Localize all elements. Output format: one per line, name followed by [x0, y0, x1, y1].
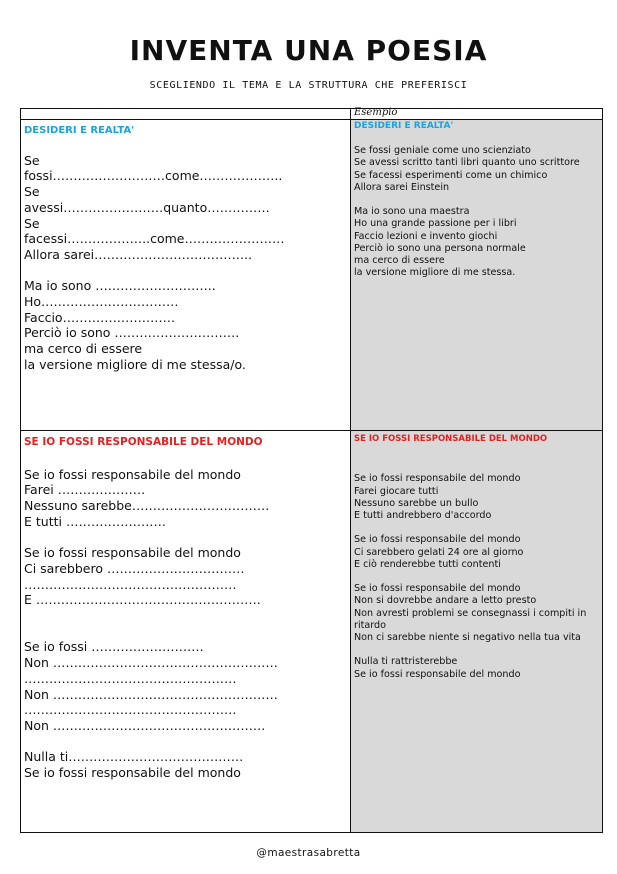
section2-template-line: Farei …………………	[24, 482, 146, 498]
section2-template-line: Non ………………………………………………	[24, 655, 278, 671]
section1-template	[24, 137, 348, 373]
section2-example-heading: SE IO FOSSI RESPONSABILE DEL MONDO	[354, 434, 548, 444]
section1-template-line	[24, 263, 348, 279]
section2-template-line: E tutti ……………………	[24, 513, 166, 529]
section1-template-line: Ho……………………………	[24, 294, 179, 310]
section2-template-line: ……………………………………………	[24, 576, 237, 592]
section1-template-line: Ma io sono ………………………..	[24, 278, 216, 294]
section2-template-line: Nessuno sarebbe……………………………	[24, 498, 270, 514]
section2-template-line: Ci sarebbero ……………………………	[24, 560, 245, 576]
section1-example-heading: DESIDERI E REALTA'	[354, 121, 454, 131]
section1-template-line: Faccio………………………	[24, 309, 176, 325]
page-subtitle: SCEGLIENDO IL TEMA E LA STRUTTURA CHE PREFERISCI	[149, 80, 468, 91]
section1-template-line: fossi………………………come………………..	[24, 168, 283, 184]
page-title: INVENTA UNA POESIA	[129, 34, 488, 67]
section2-template-line: E ………………………………………………	[24, 592, 261, 608]
section2-template-line: Se io fossi responsabile del mondo	[24, 466, 241, 482]
section2-heading: SE IO FOSSI RESPONSABILE DEL MONDO	[24, 436, 263, 448]
section2-template-line	[24, 734, 348, 750]
section2-template-line	[24, 624, 348, 640]
section1-template-line: avessi……………………quanto……………	[24, 199, 270, 215]
section1-template-line: facessi………………..come……………………	[24, 231, 285, 247]
section2-template-line: ……………………………………………	[24, 702, 237, 718]
section2-template-line: ……………………………………………	[24, 670, 237, 686]
section2-template-line: Non ………………………………………………	[24, 686, 278, 702]
section1-template-line: Perciò io sono …………………………	[24, 325, 240, 341]
section2-template-line: Se io fossi ………………………	[24, 639, 204, 655]
section2-template-line: Nulla ti……………………………………	[24, 749, 244, 765]
section2-template-line: Se io fossi responsabile del mondo	[24, 545, 241, 561]
section1-template-line: la versione migliore di me stessa/o.	[24, 356, 246, 372]
section2-template	[24, 451, 348, 781]
section1-template-line: ma cerco di essere	[24, 341, 143, 357]
section2-template-line	[24, 530, 348, 546]
section1-template-line: Se	[24, 215, 40, 231]
header-row-divider	[21, 119, 602, 120]
section2-template-line: Se io fossi responsabile del mondo	[24, 765, 241, 781]
section1-template-line	[24, 137, 348, 153]
section2-template-line	[24, 451, 348, 467]
section1-template-line: Se	[24, 152, 40, 168]
section2-template-line	[24, 608, 348, 624]
section2-template-line: Non ……………………………………………	[24, 717, 266, 733]
worksheet-table	[20, 108, 603, 833]
footer-handle: @maestrasabretta	[256, 847, 361, 859]
section2-example-text: Se io fossi responsabile del mondo Farei giocare tutti Nessuno sarebbe un bullo E tutti andrebbero d'accordo Se io fossi responsabile del mondo Ci sarebbero gelati 24 ore al giorno E ciò renderebbe tutti contenti Se io fossi responsabile del mondo Non si dovrebbe andare a letto presto Non avresti problemi se consegnassi i compiti in ritardo Non ci sarebbe niente si negativo nella tua vita Nulla ti rattristerebbe Se io fossi responsabile del mondo	[354, 473, 587, 680]
section1-heading: DESIDERI E REALTA'	[24, 125, 135, 136]
section-divider	[21, 430, 602, 431]
example-column-label: Esempio	[354, 107, 398, 118]
section1-example-text: Se fossi geniale come uno scienziato Se avessi scritto tanti libri quanto uno scrittore Se facessi esperimenti come un chimico Allora sarei Einstein Ma io sono una maestra Ho una grande passione per i libri Faccio lezioni e invento giochi Perciò io sono una persona normale ma cerco di essere la versione migliore di me stessa.	[354, 145, 580, 279]
section1-template-line: Se	[24, 184, 40, 200]
column-divider	[350, 109, 351, 832]
section1-template-line: Allora sarei………………………………..	[24, 246, 253, 262]
